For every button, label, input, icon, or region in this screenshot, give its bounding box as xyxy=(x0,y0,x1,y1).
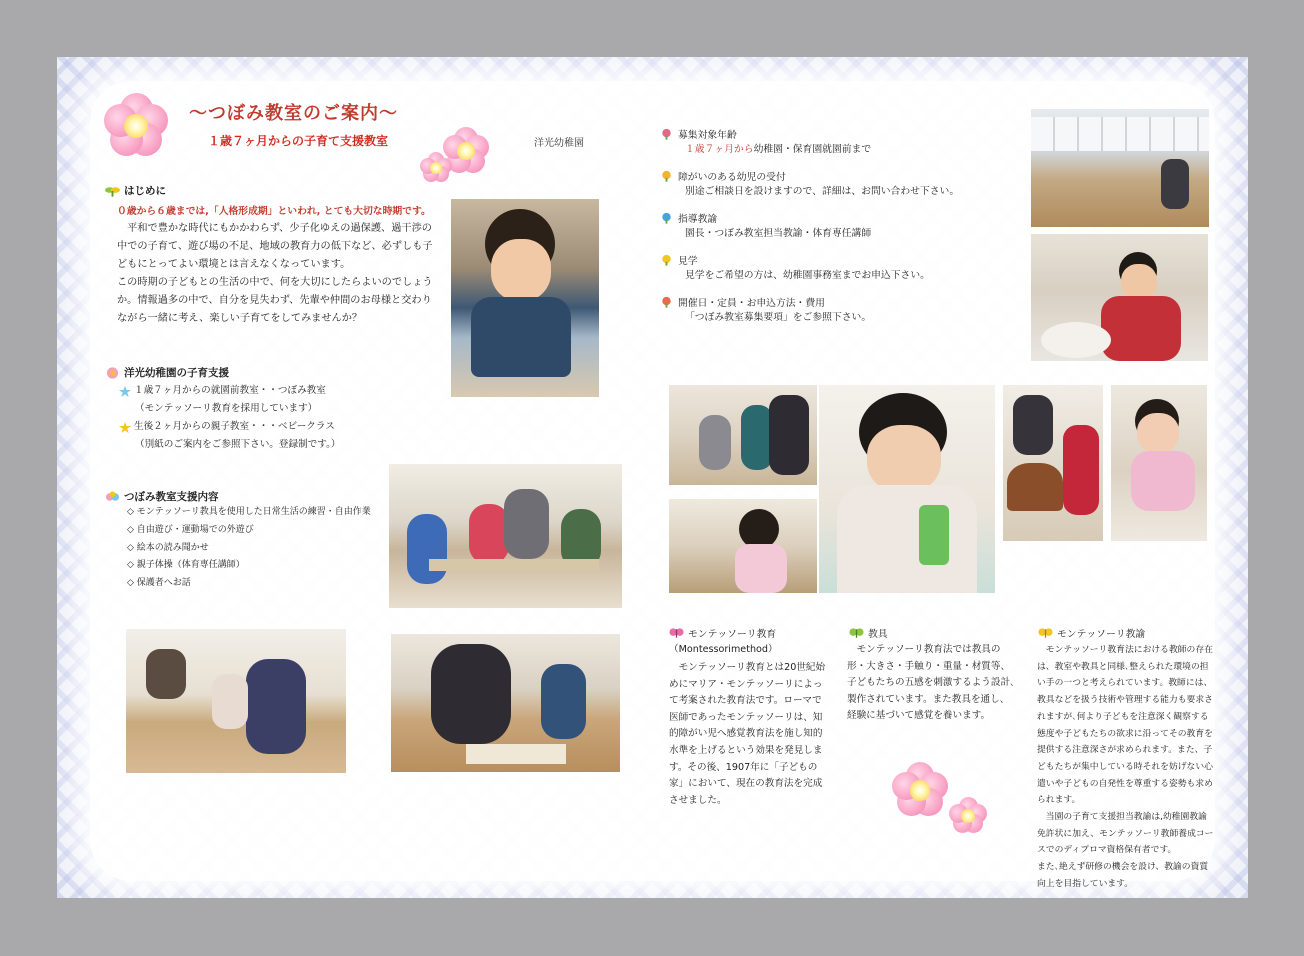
flower-center xyxy=(961,809,975,823)
photo-classroom-table xyxy=(389,464,622,608)
info-item: 見学 見学をご希望の方は、幼稚園事務室までお申込下さい。 xyxy=(659,253,989,295)
content-item: ◇ モンテッソーリ教具を使用した日常生活の練習・自由作業 xyxy=(127,507,371,517)
content-list xyxy=(127,504,371,593)
bud-icon xyxy=(659,296,674,308)
photo-boy-cutting xyxy=(451,199,599,397)
info-item: 開催日・定員・お申込方法・費用 「つぼみ教室募集要項」をご参照下さい。 xyxy=(659,295,989,337)
flower-decoration-bottom-large xyxy=(890,762,950,819)
bud-icon xyxy=(659,170,674,182)
butterfly-icon xyxy=(669,627,684,639)
content-heading xyxy=(105,489,219,504)
photo-teacher-boy xyxy=(391,634,620,772)
content-heading-label: つぼみ教室支援内容 xyxy=(124,491,219,503)
intro-lead: ０歳から６歳までは,「人格形成期」といわれ, とても大切な時期です。 xyxy=(117,206,431,217)
flower-center xyxy=(910,780,931,801)
bud-icon xyxy=(659,254,674,266)
bud-icon xyxy=(659,212,674,224)
montessori-body: モンテッソーリ教育とは20世紀始めにマリア・モンテッソーリによって考案された教育法です。ローマで医師であったモンテッソーリは、知的障がい児へ感覚教育法を施し知的水準を上げるという効果を発見します。その後、1907年に「子どもの家」において、現在の教育法を完成させました。 xyxy=(669,662,826,806)
support-heading xyxy=(105,365,229,380)
flower-center xyxy=(457,142,474,159)
sprout-icon xyxy=(105,185,120,197)
info-item: 障がいのある幼児の受付 別途ご相談日を設けますので、詳細は、お問い合わせ下さい。 xyxy=(659,169,989,211)
flower-icon xyxy=(105,367,120,379)
flower-center xyxy=(124,114,148,138)
teacher-body: モンテッソーリ教育法における教師の存在は、教室や教具と同様､整えられた環境の担い手の一つと考えられています。教師には、教具などを扱う技術や管理する能力も要求されますが､何より子どもを注意深く観察する態度や子どもたちの欲求に沿ってその教育を提供する注意深さが求められます。また、子どもたちが集中している時それを妨げない心遣いや子どもの自発性を尊重する姿勢も求められます。 当園の子育て支援担当教諭は,幼稚園教諭免許状に加え、モンテッソーリ教師養成コースでのディプロマ資格保有者です。 また､絶えず研修の機会を設け、教諭の資質向上を目指しています。 xyxy=(1037,645,1214,889)
photo-girl-flower xyxy=(819,385,995,593)
content-item: ◇ 親子体操（体育専任講師） xyxy=(127,560,245,571)
page-subtitle: １歳７ヶ月からの子育て支援教室 xyxy=(208,134,389,148)
brochure-sheet xyxy=(57,57,1248,898)
rainbow-flower-icon xyxy=(105,491,120,503)
content-item: ◇ 自由遊び・運動場での外遊び xyxy=(127,524,254,535)
flower-decoration-large xyxy=(101,93,171,159)
info-item: 指導教諭 園長・つぼみ教室担当教諭・体育専任講師 xyxy=(659,211,989,253)
info-list xyxy=(659,127,989,337)
flower-decoration-bottom-small xyxy=(948,797,988,835)
green-butterfly-icon xyxy=(849,627,864,639)
teacher-heading: モンテッソーリ教諭 xyxy=(1038,626,1145,640)
page-title: 〜つぼみ教室のご案内〜 xyxy=(189,103,398,124)
montessori-sub: （Montessorimethod） xyxy=(669,644,778,655)
bud-icon xyxy=(659,128,674,140)
support-item: （モンテッソーリ教育を採用しています） xyxy=(135,403,318,414)
photo-classroom-overview xyxy=(1031,109,1209,227)
photo-girl-shelf xyxy=(669,499,817,593)
support-item: 生後２ヶ月からの親子教室・・・ベビークラス xyxy=(119,418,341,436)
flower-decoration-small xyxy=(419,152,453,184)
content-item: ◇ 保護者へお話 xyxy=(127,578,191,589)
support-heading-label: 洋光幼稚園の子育支援 xyxy=(124,367,229,379)
info-item: 募集対象年齢 １歳７ヶ月から幼稚園・保育園就園前まで xyxy=(659,127,989,169)
tools-body: モンテッソーリ教育法では教具の形・大きさ・手触り・重量・材質等、子どもたちの五感を刺激するよう設計､製作されています。また教具を通し、経験に基づいて感覚を養います。 xyxy=(847,644,1015,722)
content-item: ◇ 絵本の読み聞かせ xyxy=(127,542,209,553)
school-name: 洋光幼稚園 xyxy=(534,138,584,149)
photo-storytime xyxy=(669,385,817,485)
montessori-heading: モンテッソーリ教育 xyxy=(669,626,776,640)
photo-girl-pink xyxy=(1111,385,1207,541)
flower-center xyxy=(430,162,442,174)
intro-heading xyxy=(105,183,166,198)
intro-heading-label: はじめに xyxy=(124,185,166,197)
photo-boy-spoon xyxy=(1031,234,1208,361)
yellow-star-icon xyxy=(119,422,131,433)
photo-elephant-toy xyxy=(1003,385,1103,541)
support-item: （別紙のご案内をご参照下さい。登録制です。） xyxy=(135,439,341,450)
yellow-butterfly-icon xyxy=(1038,627,1053,639)
support-item: １歳７ヶ月からの就園前教室・・つぼみ教室 xyxy=(119,382,341,400)
blue-star-icon xyxy=(119,386,131,397)
tools-heading: 教具 xyxy=(849,626,888,640)
info-highlight: １歳７ヶ月から xyxy=(685,144,754,155)
photo-parent-exercise xyxy=(126,629,346,773)
intro-body: 平和で豊かな時代にもかかわらず、少子化ゆえの過保護、過干渉の中での子育て、遊び場の不足、地域の教育力の低下など、必ずしも子どもにとってよい環境とは言えなくなっています。 この時期の子どもとの生活の中で、何を大切にしたらよいのでしょうか。情報過多の中で、自分を見失わず、先輩や仲間のお母様と交わりながら一緒に考え、楽しい子育てをしてみませんか？ xyxy=(117,223,433,324)
support-list xyxy=(119,382,341,454)
